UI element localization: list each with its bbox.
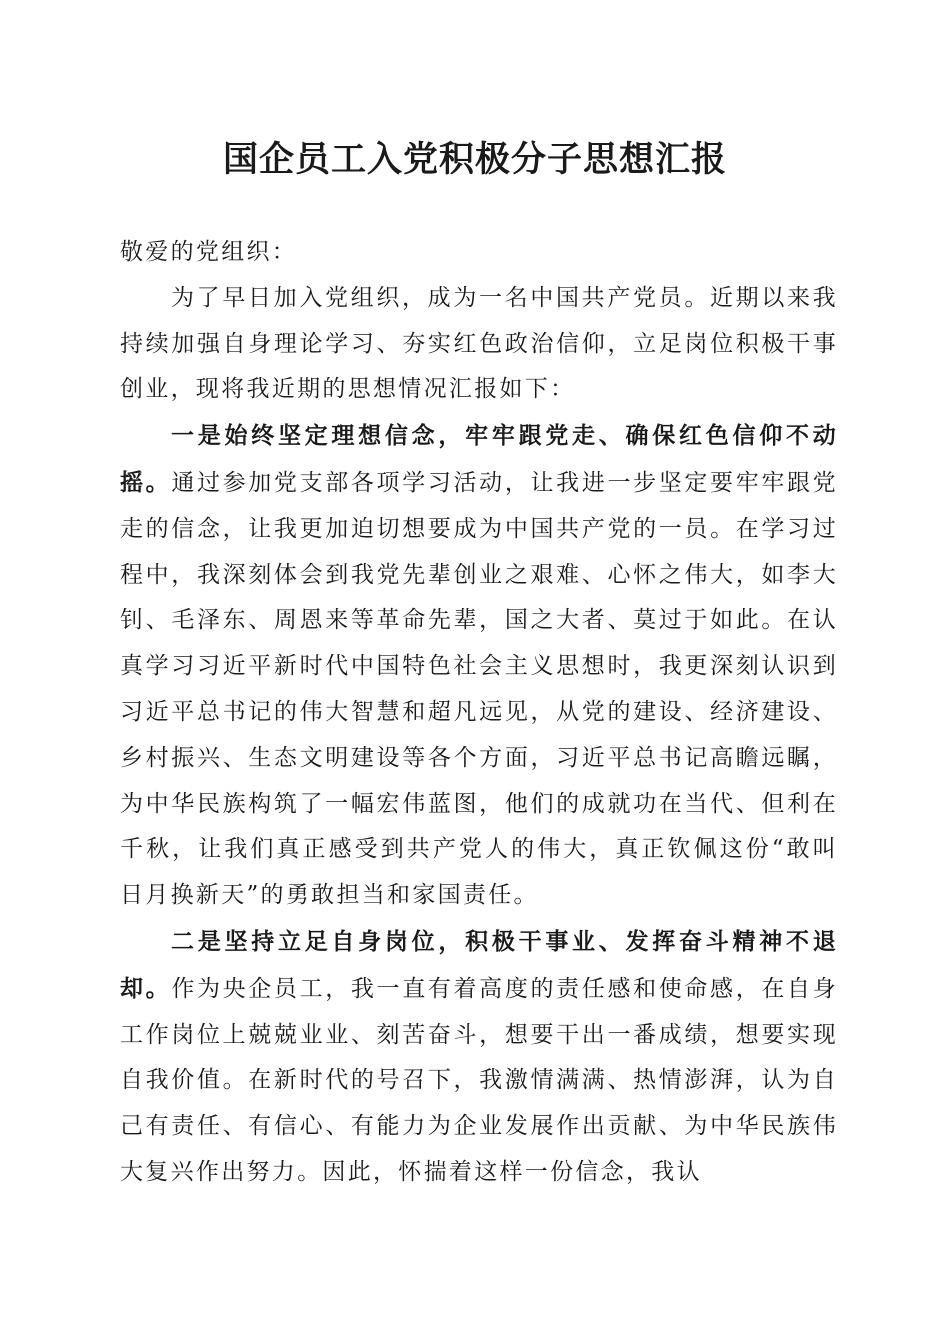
section-lead-2: 二是坚持立足自身岗位，积极干事业、发挥奋斗精神不退却。 [120, 927, 838, 1002]
section-text-2: 作为央企员工，我一直有着高度的责任感和使命感，在自身工作岗位上兢兢业业、刻苦奋斗，想要干出一番成绩，想要实现自我价值。在新时代的号召下，我激情满满、热情澎湃，认为自己有责任、有信心、有能力为企业发展作出贡献、为中华民族伟大复兴作出努力。因此，怀揣着这样一份信念，我认 [120, 975, 838, 1185]
salutation: 敬爱的党组织： [120, 239, 298, 265]
section-lead-1: 一是始终坚定理想信念，牢牢跟党走、确保红色信仰不动摇。 [120, 422, 838, 496]
section-text-1: 通过参加党支部各项学习活动，让我进一步坚定要牢牢跟党走的信念，让我更加迫切想要成为中国共产党的一员。在学习过程中，我深刻体会到我党先辈创业之艰难、心怀之伟大，如李大钊、毛泽东、周恩来等革命先辈，国之大者、莫过于如此。在认真学习习近平新时代中国特色社会主义思想时，我更深刻认识到习近平总书记的伟大智慧和超凡远见，从党的建设、经济建设、乡村振兴、生态文明建设等各个方面，习近平总书记高瞻远瞩，为中华民族构筑了一幅宏伟蓝图，他们的成就功在当代、但利在千秋，让我们真正感受到共产党人的伟大，真正钦佩这份“敢叫日月换新天”的勇敢担当和家国责任。 [120, 469, 838, 909]
section-paragraph-2 [120, 919, 838, 1196]
document-title: 国企员工入党积极分子思想汇报 [222, 139, 727, 180]
intro-paragraph: 为了早日加入党组织，成为一名中国共产党员。近期以来我持续加强自身理论学习、夯实红色政治信仰，立足岗位积极干事创业，现将我近期的思想情况汇报如下： [120, 284, 838, 403]
section-paragraph-1 [120, 413, 838, 919]
document-body [120, 230, 838, 1196]
